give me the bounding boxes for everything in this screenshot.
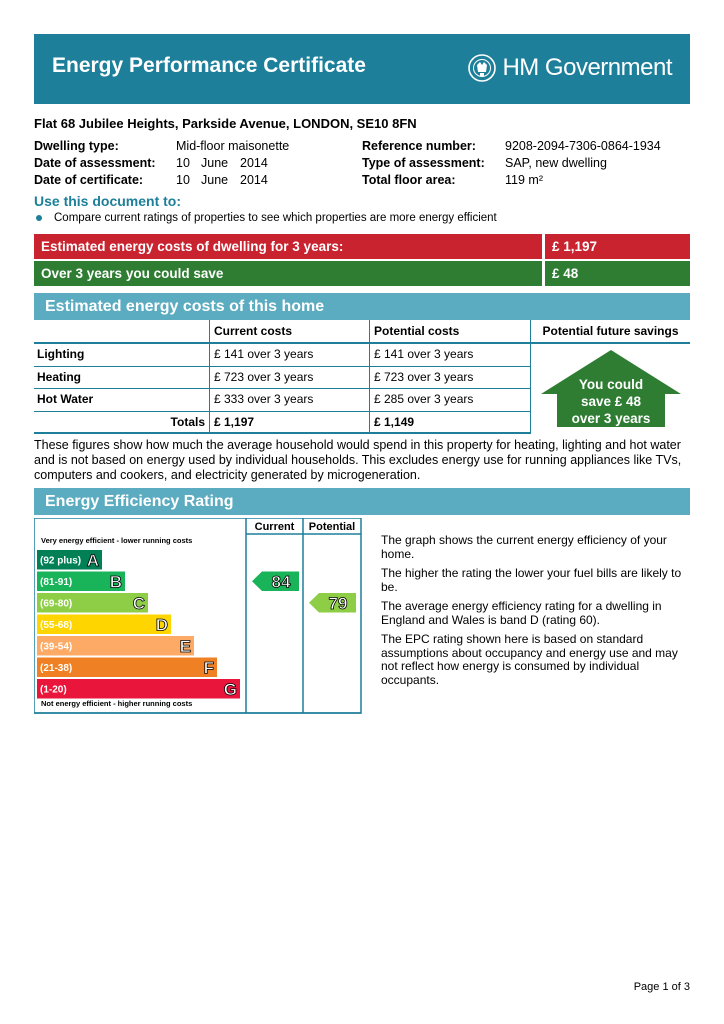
band-letter: B: [109, 572, 122, 592]
potential-column-header: Potential: [308, 521, 356, 533]
potential-cost-cell: £ 285 over 3 years: [369, 389, 530, 411]
potential-rating-marker: [309, 593, 356, 613]
floor-area-row: [362, 172, 661, 189]
current-cost-cell: £ 333 over 3 years: [209, 389, 369, 411]
energy-costs-table: [34, 320, 530, 434]
potential-costs-header: Potential costs: [369, 320, 530, 342]
current-column-header: Current: [254, 521, 295, 533]
savings-line-2: save £ 48: [580, 394, 642, 409]
certificate-date-value: [176, 172, 268, 189]
use-document-bullet: [34, 212, 497, 224]
assessment-day: 10: [176, 156, 190, 170]
dwelling-type-label: Dwelling type:: [34, 139, 119, 153]
potential-cost-cell: £ 141 over 3 years: [369, 344, 530, 366]
page-title: Energy Performance Certificate: [52, 54, 366, 77]
band-letter: A: [86, 551, 99, 570]
floor-area-value: 119 m²: [505, 173, 543, 187]
totals-label: Totals: [170, 414, 205, 429]
totals-current-cell: £ 1,197: [209, 412, 369, 433]
assessment-date-value: [176, 155, 268, 172]
band-letter: G: [223, 680, 237, 699]
estimated-cost-label: Estimated energy costs of dwelling for 3 years:: [34, 234, 542, 259]
current-cost-cell: £ 723 over 3 years: [209, 367, 369, 389]
assessment-month: June: [201, 156, 229, 170]
band-range: (39-54): [40, 641, 73, 653]
efficiency-explanation: [381, 534, 689, 693]
property-details-right: [362, 138, 661, 189]
row-label: Hot Water: [37, 392, 94, 406]
band-e: [37, 636, 194, 656]
band-c: [37, 593, 148, 613]
energy-efficiency-heading: Energy Efficiency Rating: [34, 488, 690, 515]
certificate-month: June: [201, 173, 229, 187]
bullet-icon: [36, 215, 42, 221]
energy-efficiency-chart: [34, 518, 364, 716]
assessment-type-label: Type of assessment:: [362, 156, 485, 170]
reference-label: Reference number:: [362, 139, 476, 153]
current-rating-marker: [252, 572, 299, 592]
row-label: Lighting: [37, 347, 85, 361]
certificate-date-row: [34, 172, 289, 189]
table-row-lighting: [34, 344, 530, 367]
row-label: Heating: [37, 369, 82, 384]
band-range: (21-38): [40, 663, 73, 674]
explanation-paragraph: The average energy efficiency rating for a dwelling in England and Wales is band D (rating 60).: [381, 599, 662, 627]
band-g: [37, 679, 240, 699]
page-number: Page 1 of 3: [633, 981, 690, 993]
band-letter: E: [179, 637, 191, 656]
hm-government-logo: [467, 53, 672, 83]
band-letter: F: [203, 658, 214, 678]
explanation-paragraph: The graph shows the current energy efficiency of your home.: [381, 533, 667, 561]
table-row-hot-water: [34, 389, 530, 412]
hm-government-logotype: HM Government: [502, 54, 672, 81]
totals-potential-cell: £ 1,149: [369, 412, 530, 433]
crest-icon: [467, 53, 497, 83]
use-document-heading: Use this document to:: [34, 193, 182, 209]
certificate-header: [34, 34, 690, 104]
explanation-paragraph: The higher the rating the lower your fuel bills are likely to be.: [381, 566, 682, 594]
band-f: [37, 658, 217, 678]
bullet-text: Compare current ratings of properties to see which properties are more energy efficient: [54, 212, 497, 224]
assessment-date-label: Date of assessment:: [34, 156, 156, 170]
band-letter: C: [132, 594, 145, 613]
property-details-left: [34, 138, 289, 189]
potential-rating-marker-value: 79: [328, 594, 348, 613]
band-range: (69-80): [40, 598, 73, 610]
potential-cost-cell: £ 723 over 3 years: [369, 367, 530, 389]
certificate-year: 2014: [240, 173, 268, 187]
potential-saving-bar: [34, 261, 690, 286]
current-costs-header: Current costs: [209, 320, 369, 342]
estimated-cost-value: £ 1,197: [545, 234, 690, 259]
savings-arrow-text: [552, 376, 670, 427]
band-range: (92 plus): [40, 555, 82, 567]
assessment-type-row: [362, 155, 661, 172]
reference-row: [362, 138, 661, 155]
assessment-year: 2014: [240, 156, 268, 170]
reference-value: 9208-2094-7306-0864-1934: [505, 139, 661, 153]
band-letter: D: [155, 615, 168, 635]
energy-costs-heading: Estimated energy costs of this home: [34, 293, 690, 320]
costs-description: These figures show how much the average household would spend in this property for heating, lighting and hot water and is not based on energy used by individual households. This excludes energy use for running appliances like TVs, computers and cookers, and electricity generated by microgeneration.: [34, 438, 682, 482]
band-range: (81-91): [40, 577, 73, 588]
dwelling-type-value: Mid-floor maisonette: [176, 139, 290, 153]
table-row-totals: [34, 412, 530, 435]
potential-savings-header: Potential future savings: [531, 320, 690, 344]
estimated-cost-bar: [34, 234, 690, 259]
table-header-row: [34, 320, 530, 344]
band-range: (55-68): [40, 620, 73, 631]
current-cost-cell: £ 141 over 3 years: [209, 344, 369, 366]
band-range: (1-20): [40, 684, 67, 696]
table-header-blank: [34, 320, 209, 342]
explanation-paragraph: The EPC rating shown here is based on standard assumptions about occupancy and energy use and may not reflect how energy is consumed by individual occupants.: [381, 632, 678, 687]
table-row-heating: [34, 367, 530, 390]
band-a: [37, 550, 102, 570]
property-address: Flat 68 Jubilee Heights, Parkside Avenue, LONDON, SE10 8FN: [34, 116, 417, 131]
bottom-caption: Not energy efficient - higher running costs: [41, 699, 193, 708]
savings-line-1: You could: [578, 377, 644, 392]
potential-saving-label: Over 3 years you could save: [34, 261, 542, 286]
assessment-date-row: [34, 155, 289, 172]
band-bar: [37, 679, 240, 699]
potential-savings-panel: [530, 320, 690, 434]
potential-saving-value: £ 48: [545, 261, 690, 286]
savings-line-3: over 3 years: [571, 411, 651, 426]
band-b: [37, 572, 125, 592]
current-rating-marker-value: 84: [271, 572, 291, 592]
dwelling-type-row: [34, 138, 289, 155]
band-d: [37, 615, 171, 635]
certificate-day: 10: [176, 173, 190, 187]
top-caption: Very energy efficient - lower running costs: [41, 536, 193, 545]
assessment-type-value: SAP, new dwelling: [505, 156, 607, 170]
floor-area-label: Total floor area:: [362, 173, 456, 187]
certificate-date-label: Date of certificate:: [34, 173, 144, 187]
